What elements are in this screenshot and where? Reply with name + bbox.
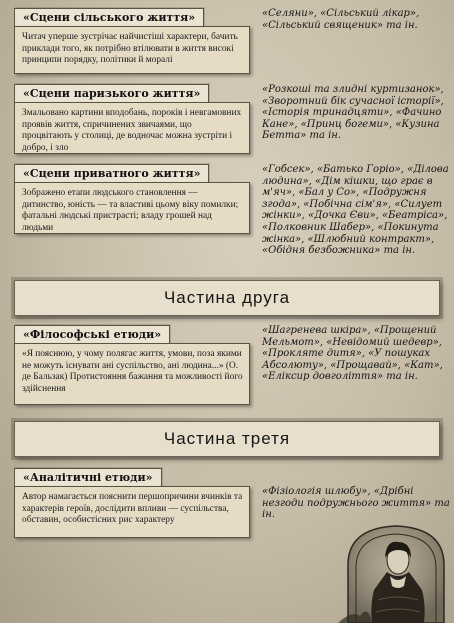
- section-text-philosophical: «Я пояснюю, у чому полягає життя, умови, поза якими не можуть існувати ані суспільство, ані людина...» (О. де Бальзак) Протистояння бажання та можливості його здійснення: [22, 349, 243, 394]
- section-title-analytical: «Аналітичні етюди»: [14, 468, 162, 487]
- section-card-analytical: [14, 486, 250, 538]
- portrait-engraving-icon: [338, 520, 454, 623]
- section-title-paris-life: «Сцени паризького життя»: [14, 84, 209, 103]
- section-card-philosophical: [14, 343, 250, 405]
- section-title-philosophical: «Філософські етюди»: [14, 325, 170, 344]
- examples-private-life: «Гобсек», «Батько Горіо», «Ділова людина», «Дім кішки, що грає в м'яч», «Бал у Со», «Подружня згода», «Побічна сім'я», «Силует жінки», «Дочка Єви», «Беатріса», «Полковник Шабер», «Покинута жінка», «Шлюбний контракт», «Обідня безбожника» та ін.: [262, 164, 449, 257]
- section-title-rural-life: «Сцени сільського життя»: [14, 8, 204, 27]
- section-card-rural-life: [14, 26, 250, 74]
- examples-rural-life: «Селяни», «Сільський лікар», «Сільський священик» та ін.: [262, 8, 420, 31]
- section-text-private-life: Зображено етапи людського становлення — дитинство, юність — та властиві цьому віку помилки; фатальні людські пристрасті; владу грошей над людьми: [22, 188, 239, 233]
- section-card-private-life: [14, 182, 250, 234]
- section-card-paris-life: [14, 102, 250, 154]
- part-two-banner: Частина друга: [14, 280, 440, 316]
- section-text-rural-life: Читач уперше зустрічає найчистіші характери, бачить приклади того, як потрібно втілювати в життя високі принципи порядку, політики й моралі: [22, 32, 238, 65]
- section-title-private-life: «Сцени приватного життя»: [14, 164, 209, 183]
- examples-analytical: «Фізіологія шлюбу», «Дрібні незгоди подружнього життя» та ін.: [262, 486, 450, 521]
- section-text-analytical: Автор намагається пояснити першопричини вчинків та характерів героїв, дослідити впливи — суспільства, обставин, особистісних рис характеру: [22, 492, 243, 525]
- part-three-banner: Частина третя: [14, 421, 440, 457]
- examples-paris-life: «Розкоші та злидні куртизанок», «Зворотний бік сучасної історії», «Історія тринадцяти», «Фачино Кане», «Принц богеми», «Кузина Бетта» та ін.: [262, 84, 444, 142]
- examples-philosophical: «Шагренева шкіра», «Прощений Мельмот», «Невідомий шедевр», «Прокляте дитя», «У пошуках Абсолюту», «Прощавай», «Кат», «Еліксир довголіття» та ін.: [262, 325, 443, 383]
- section-text-paris-life: Змальовано картини вподобань, пороків і невгамовних проявів життя, спричинених звичаями, що процвітають у столиці, де водночас можна зустріти і добро, і зло: [22, 108, 242, 153]
